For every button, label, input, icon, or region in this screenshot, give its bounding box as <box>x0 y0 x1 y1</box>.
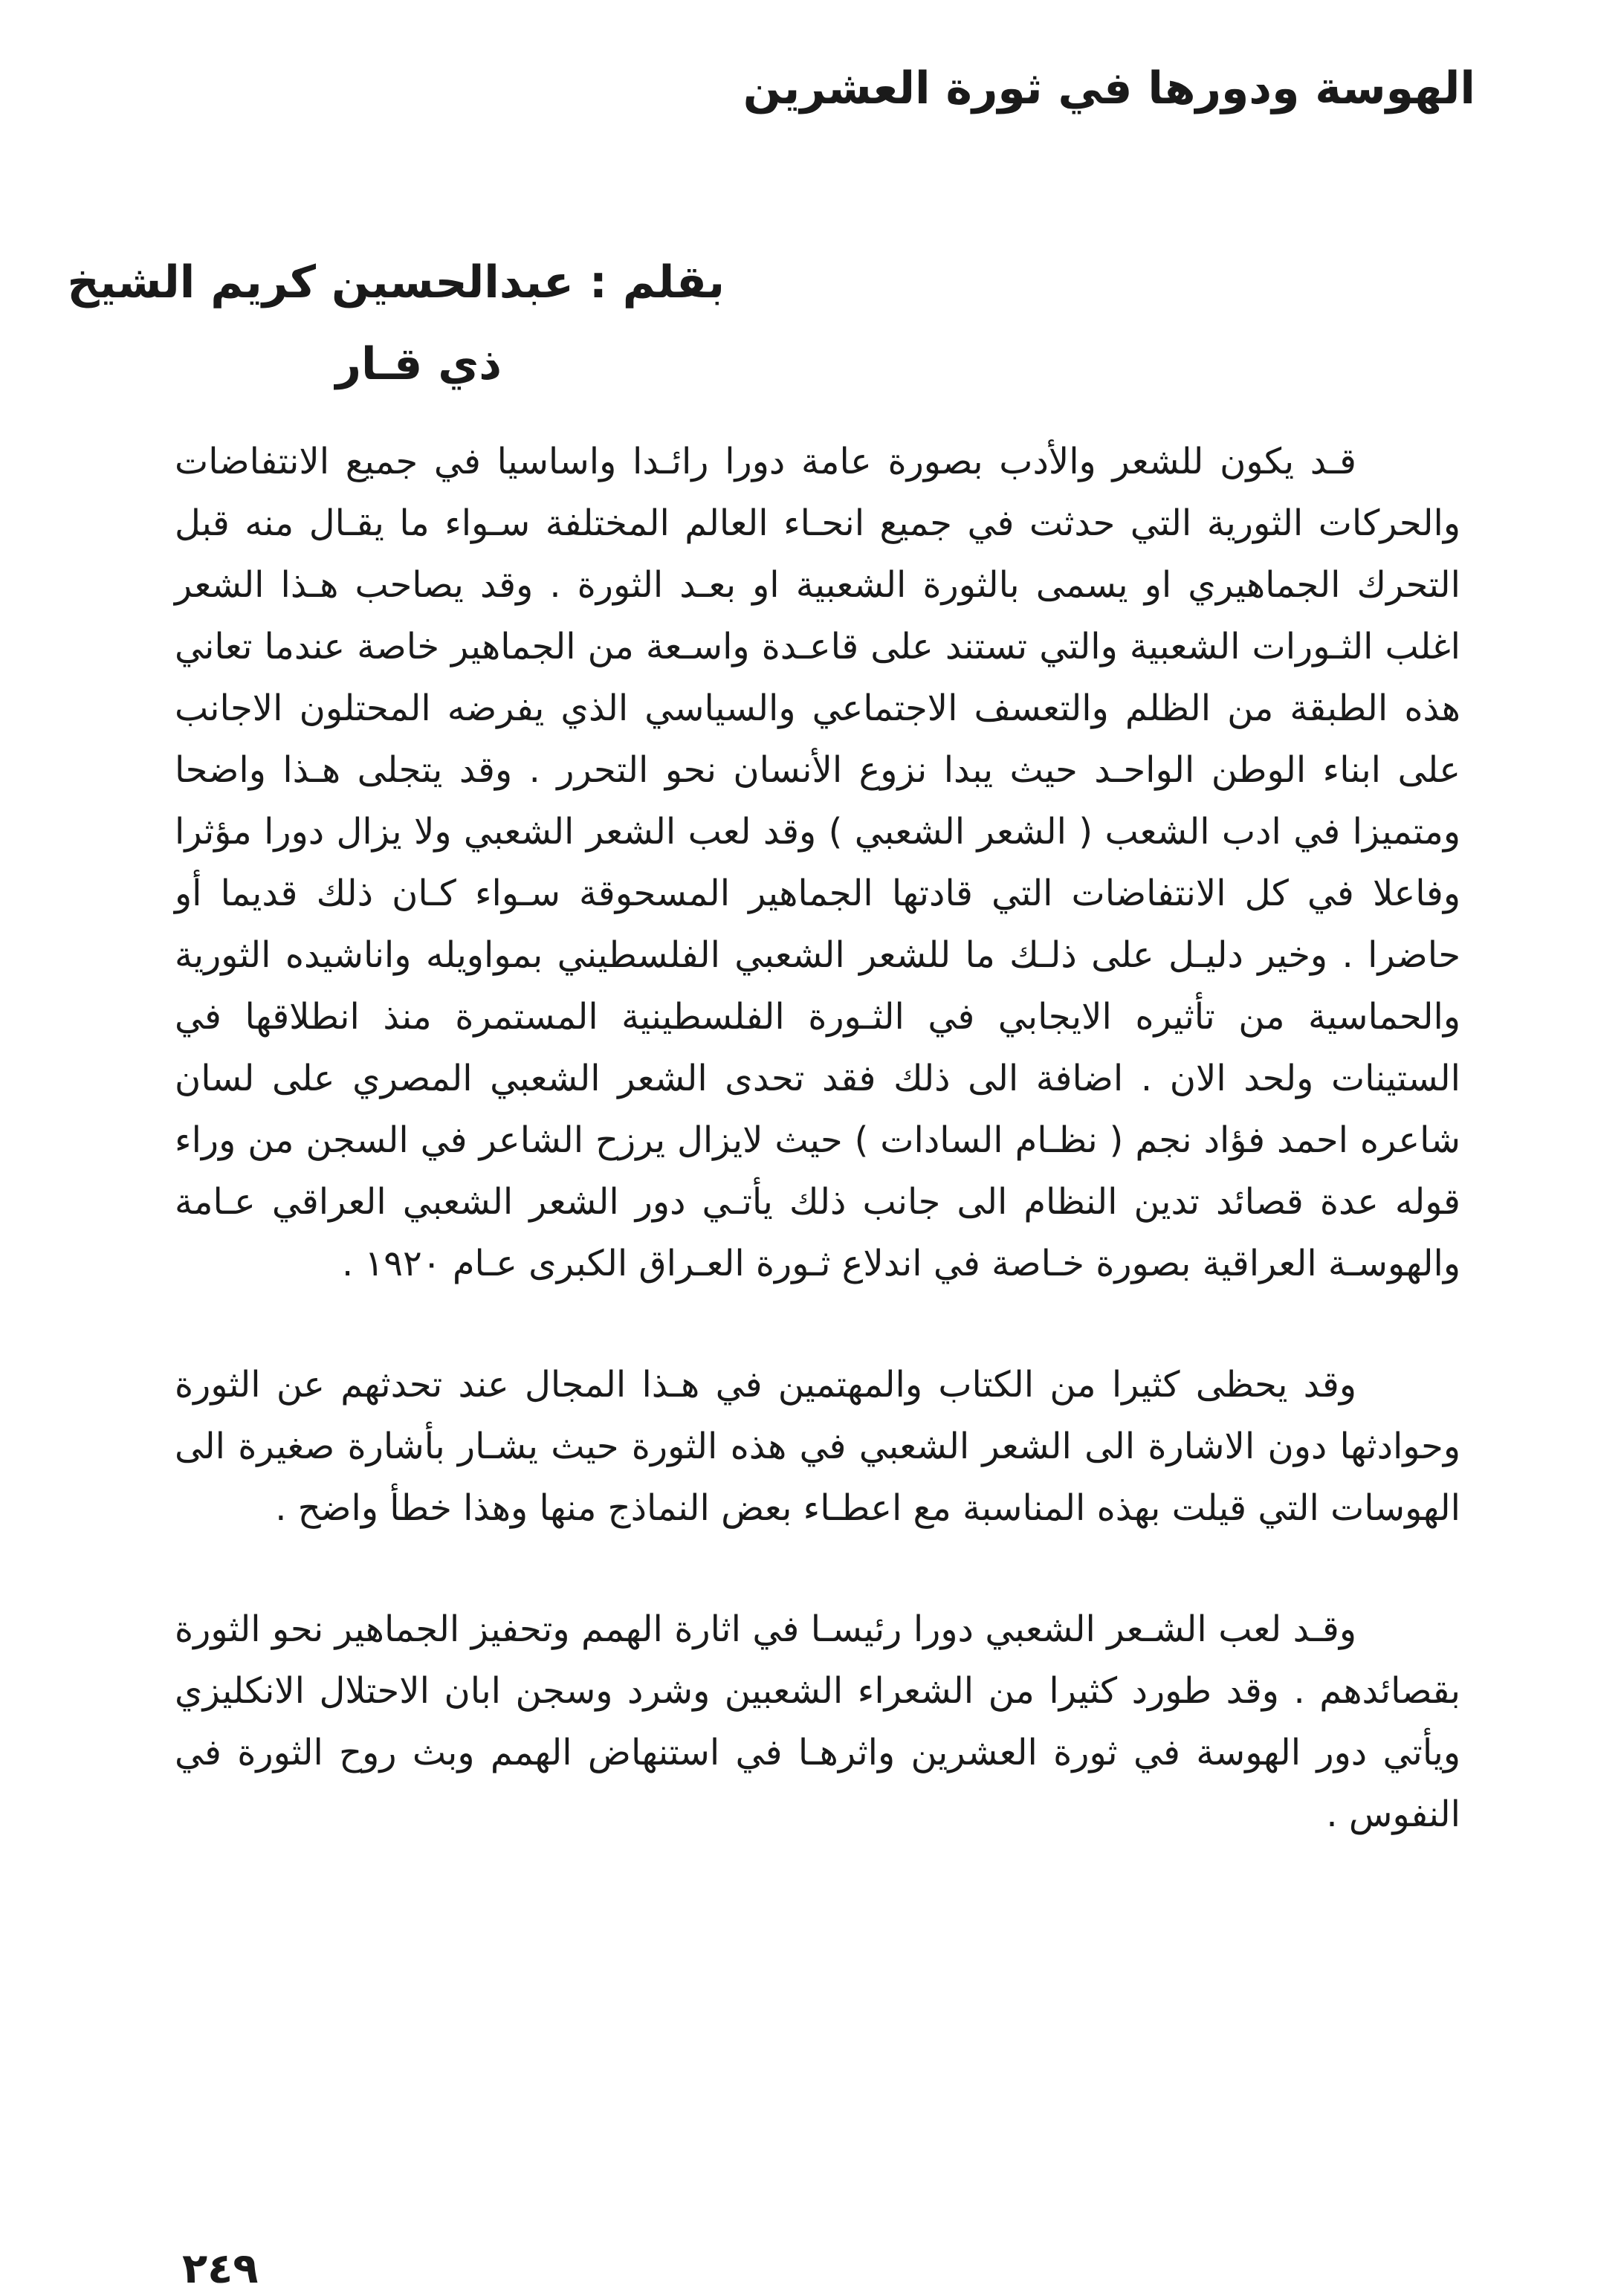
page-number: ٢٤٩ <box>182 2245 259 2293</box>
author-name: بقلم : عبدالحسين كريم الشيخ <box>67 256 725 308</box>
paragraph: قـد يكون للشعر والأدب بصورة عامة دورا رائـدا واساسيا في جميع الانتفاضات والحركات الثورية التي حدثت في جميع انحـاء العالم المختلفة سـواء ما يقـال منه قبل التحرك الجماهيري او يسمى بالثورة الشعبية او بعـد الثورة . وقد يصاحب هـذا الشعر اغلب الثـورات الشعبية والتي تستند على قاعـدة واسـعة من الجماهير خاصة عندما تعاني هذه الطبقة من الظلم والتعسف الاجتماعي والسياسي الذي يفرضه المحتلون الاجانب على ابناء الوطن الواحـد حيث يبدا نزوع الأنسان نحو التحرر . وقد يتجلى هـذا واضحا ومتميزا في ادب الشعب ( الشعر الشعبي ) وقد لعب الشعر الشعبي ولا يزال دورا مؤثرا وفاعلا في كل الانتفاضات التي قادتها الجماهير المسحوقة سـواء كـان ذلك قديما أو حاضرا . وخير دليـل على ذلـك ما للشعر الشعبي الفلسطيني بمواويله واناشيده الثورية والحماسية من تأثيره الايجابي في الثـورة الفلسطينية المستمرة منذ انطلاقها في الستينات ولحد الان . اضافة الى ذلك فقد تحدى الشعر الشعبي المصري على لسان شاعره احمد فؤاد نجم ( نظـام السادات ) حيث لايزال يرزح الشاعر في السجن من وراء قوله عدة قصائد تدين النظام الى جانب ذلك يأتـي دور الشعر الشعبي العراقي عـامة والهوسـة العراقية بصورة خـاصة في اندلاع ثـورة العـراق الكبرى عـام ١٩٢٠ . <box>175 441 1460 1284</box>
article-body <box>175 431 1460 1846</box>
page-title: الهوسة ودورها في ثورة العشرين <box>743 62 1475 114</box>
byline <box>67 242 725 405</box>
paragraph: وقـد لعب الشـعر الشعبي دورا رئيسـا في اثارة الهمم وتحفيز الجماهير نحو الثورة بقصائدهم . وقد طورد كثيرا من الشعراء الشعبين وشرد وسجن ابان الاحتلال الانكليزي ويأتي دور الهوسة في ثورة العشرين واثرهـا في استنهاض الهمم وبث روح الثورة في النفوس . <box>175 1608 1460 1835</box>
paragraph: وقد يحظى كثيرا من الكتاب والمهتمين في هـذا المجال عند تحدثهم عن الثورة وحوادثها دون الاشارة الى الشعر الشعبي في هذه الثورة حيث يشـار بأشارة صغيرة الى الهوسات التي قيلت بهذه المناسبة مع اعطـاء بعض النماذج منها وهذا خطأ واضح . <box>175 1364 1460 1529</box>
author-place: ذي قـار <box>335 338 502 390</box>
